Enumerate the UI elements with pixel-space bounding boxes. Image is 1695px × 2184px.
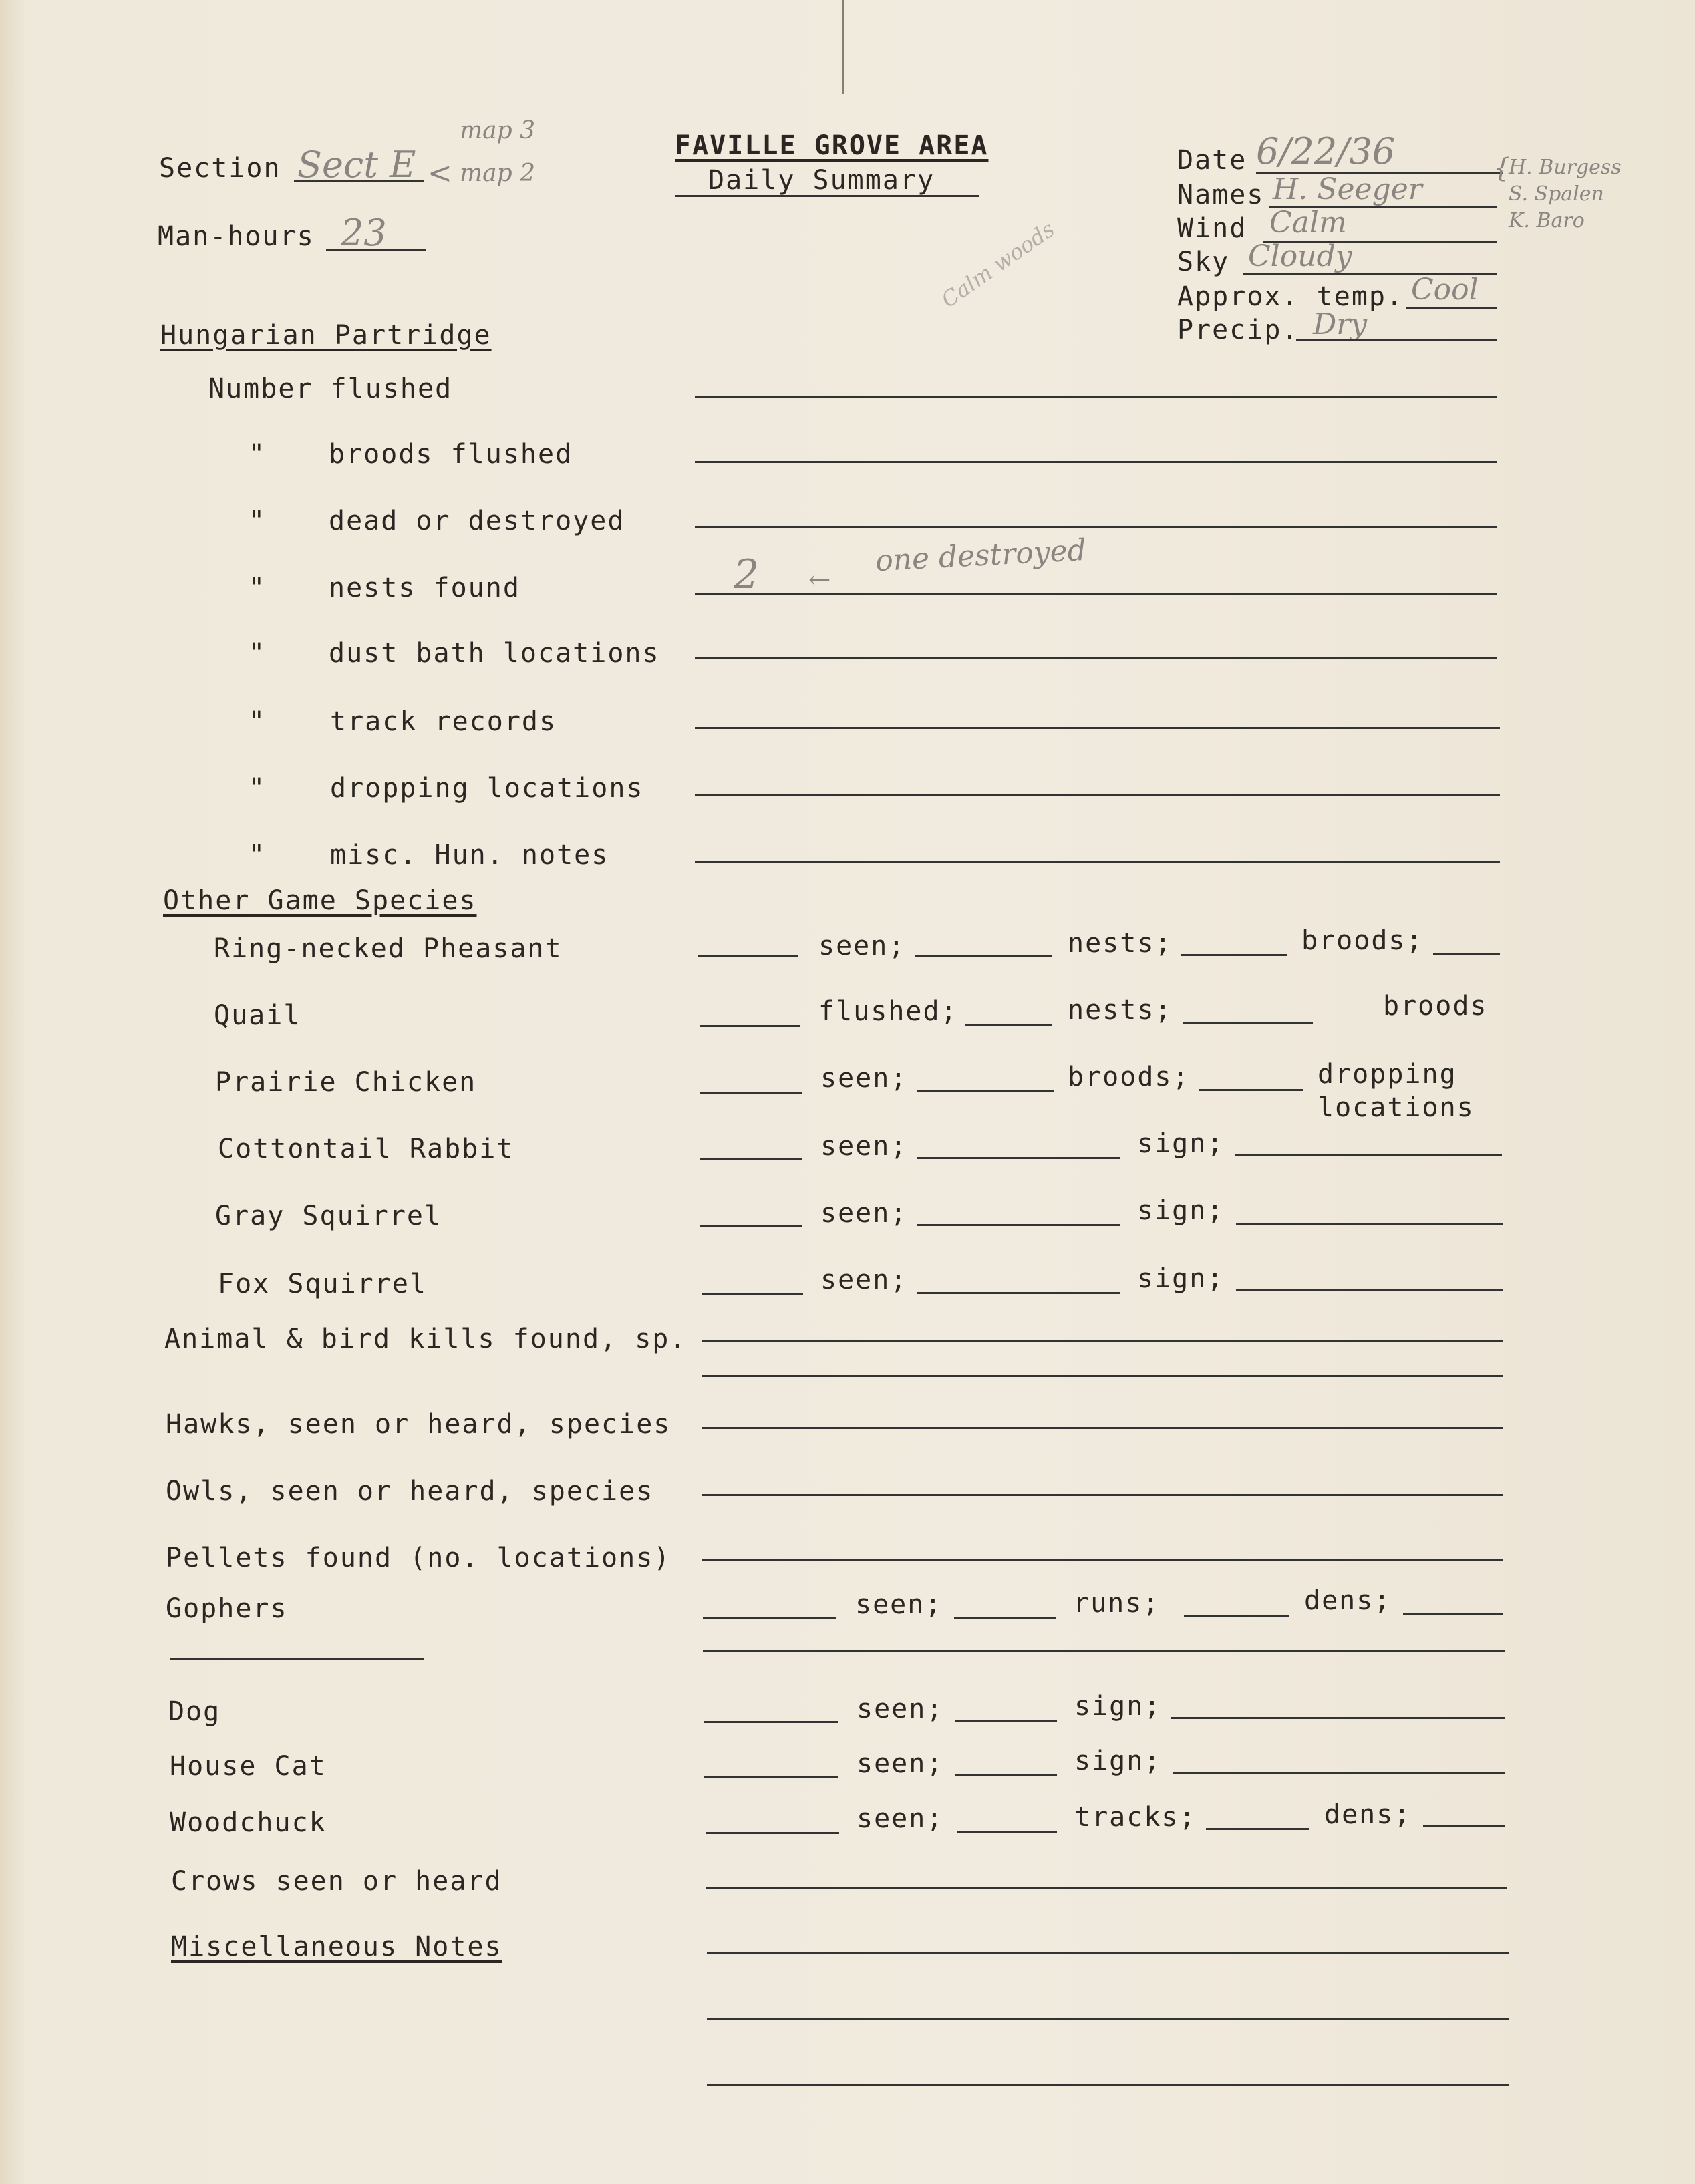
misc-notes-line-2 bbox=[707, 2018, 1509, 2020]
date-label: Date bbox=[1177, 145, 1247, 176]
track-records-label: track records bbox=[330, 706, 557, 737]
names-extra-1: H. Burgess bbox=[1509, 156, 1622, 179]
woodchuck-seen: seen; bbox=[857, 1803, 944, 1834]
woodchuck-dens: dens; bbox=[1324, 1799, 1412, 1830]
names-value: H. Seeger bbox=[1273, 172, 1422, 206]
owls-line bbox=[702, 1494, 1503, 1496]
nests-found-value: 2 bbox=[734, 551, 760, 598]
track-records-line bbox=[695, 727, 1500, 729]
prairie-line-2 bbox=[917, 1090, 1054, 1092]
dog-seen: seen; bbox=[857, 1694, 944, 1724]
ditto-3: " bbox=[249, 573, 267, 603]
other-game-heading: Other Game Species bbox=[163, 885, 477, 916]
number-flushed-label: Number flushed bbox=[208, 373, 453, 404]
broods-flushed-label: broods flushed bbox=[329, 439, 573, 470]
cat-line-3 bbox=[1173, 1772, 1505, 1774]
pellets-label: Pellets found (no. locations) bbox=[166, 1543, 671, 1573]
ditto-7: " bbox=[249, 840, 267, 871]
wind-label: Wind bbox=[1177, 213, 1247, 244]
gray-squirrel-line-1 bbox=[700, 1225, 802, 1227]
owls-label: Owls, seen or heard, species bbox=[166, 1476, 654, 1507]
gray-squirrel-line-2 bbox=[917, 1224, 1120, 1226]
rabbit-seen: seen; bbox=[820, 1131, 908, 1162]
blank-species-line bbox=[170, 1658, 424, 1660]
rabbit-line-3 bbox=[1235, 1154, 1502, 1156]
hawks-line bbox=[702, 1427, 1503, 1429]
fox-squirrel-sign: sign; bbox=[1137, 1263, 1225, 1294]
ditto-5: " bbox=[249, 706, 267, 737]
precip-value: Dry bbox=[1313, 307, 1368, 341]
nests-found-label: nests found bbox=[329, 573, 520, 603]
ditto-6: " bbox=[249, 773, 267, 804]
cat-label: House Cat bbox=[170, 1751, 327, 1782]
pellets-line bbox=[702, 1559, 1503, 1561]
gophers-dens: dens; bbox=[1304, 1585, 1392, 1616]
prairie-seen: seen; bbox=[820, 1063, 908, 1094]
cat-line-1 bbox=[704, 1776, 838, 1778]
crows-line bbox=[706, 1887, 1507, 1889]
paper-crease bbox=[842, 0, 844, 94]
gophers-label: Gophers bbox=[166, 1593, 288, 1624]
pheasant-line-1 bbox=[698, 955, 798, 957]
section-map-2: map 2 bbox=[460, 160, 535, 187]
margin-note: Calm woods bbox=[936, 216, 1060, 313]
quail-line-2 bbox=[965, 1024, 1052, 1026]
names-extra-3: K. Baro bbox=[1509, 209, 1585, 232]
ditto-4: " bbox=[249, 638, 267, 669]
fox-squirrel-line-1 bbox=[702, 1293, 803, 1295]
manhours-label: Man-hours bbox=[158, 221, 315, 252]
names-brace-glyph: { bbox=[1493, 153, 1511, 184]
fox-squirrel-line-3 bbox=[1236, 1289, 1503, 1291]
woodchuck-tracks: tracks; bbox=[1074, 1802, 1197, 1833]
quail-flushed: flushed; bbox=[818, 996, 958, 1027]
kills-line-1 bbox=[702, 1340, 1503, 1342]
hungarian-heading: Hungarian Partridge bbox=[160, 320, 492, 351]
fox-squirrel-label: Fox Squirrel bbox=[218, 1269, 427, 1299]
temp-line bbox=[1406, 307, 1497, 309]
prairie-dropping: dropping bbox=[1318, 1059, 1457, 1090]
gophers-line-4 bbox=[1403, 1613, 1503, 1615]
hawks-label: Hawks, seen or heard, species bbox=[166, 1409, 671, 1440]
date-value: 6/22/36 bbox=[1256, 130, 1396, 172]
section-bracket-glyph: < bbox=[428, 156, 452, 190]
quail-line-3 bbox=[1183, 1022, 1313, 1024]
gophers-extra-line bbox=[703, 1650, 1505, 1652]
names-label: Names bbox=[1177, 180, 1265, 210]
wind-value: Calm bbox=[1269, 206, 1347, 240]
section-map-1: map 3 bbox=[460, 117, 535, 144]
sky-label: Sky bbox=[1177, 247, 1230, 277]
fox-squirrel-seen: seen; bbox=[820, 1265, 908, 1295]
misc-notes-line-3 bbox=[707, 2084, 1509, 2086]
quail-label: Quail bbox=[214, 1000, 301, 1031]
gray-squirrel-label: Gray Squirrel bbox=[215, 1201, 442, 1231]
gray-squirrel-line-3 bbox=[1236, 1223, 1503, 1225]
gophers-runs: runs; bbox=[1073, 1588, 1161, 1619]
quail-line-1 bbox=[700, 1025, 800, 1027]
rabbit-line-1 bbox=[700, 1158, 802, 1160]
dead-destroyed-label: dead or destroyed bbox=[329, 506, 625, 536]
precip-label: Precip. bbox=[1177, 315, 1299, 345]
section-label: Section bbox=[159, 153, 281, 184]
prairie-line-1 bbox=[700, 1092, 802, 1094]
woodchuck-label: Woodchuck bbox=[170, 1807, 327, 1838]
temp-value: Cool bbox=[1411, 273, 1479, 307]
gophers-line-2 bbox=[954, 1617, 1056, 1619]
dog-line-1 bbox=[704, 1721, 838, 1723]
quail-broods: broods bbox=[1383, 991, 1488, 1022]
fox-squirrel-line-2 bbox=[917, 1292, 1120, 1294]
ditto-2: " bbox=[249, 506, 267, 536]
form-title: FAVILLE GROVE AREA bbox=[675, 130, 989, 161]
dust-bath-line bbox=[695, 657, 1497, 659]
number-flushed-line bbox=[695, 396, 1497, 398]
rabbit-label: Cottontail Rabbit bbox=[218, 1134, 514, 1164]
kills-label: Animal & bird kills found, sp. bbox=[164, 1323, 687, 1354]
misc-notes-line-1 bbox=[707, 1952, 1509, 1954]
nests-found-note: one destroyed bbox=[874, 532, 1087, 579]
pheasant-label: Ring-necked Pheasant bbox=[214, 933, 563, 964]
broods-flushed-line bbox=[695, 461, 1497, 463]
dust-bath-label: dust bath locations bbox=[329, 638, 660, 669]
gray-squirrel-sign: sign; bbox=[1137, 1195, 1225, 1226]
prairie-line-3 bbox=[1199, 1089, 1303, 1091]
prairie-locations: locations bbox=[1318, 1092, 1475, 1123]
manhours-value: 23 bbox=[341, 212, 387, 254]
temp-label: Approx. temp. bbox=[1177, 281, 1404, 312]
gophers-line-3 bbox=[1184, 1615, 1289, 1617]
quail-nests: nests; bbox=[1068, 995, 1173, 1026]
dropping-locations-label: dropping locations bbox=[330, 773, 644, 804]
cat-sign: sign; bbox=[1074, 1746, 1162, 1776]
names-extra-2: S. Spalen bbox=[1509, 182, 1604, 206]
section-value: Sect E bbox=[297, 144, 416, 186]
nests-arrow-glyph: ← bbox=[808, 565, 831, 595]
dead-destroyed-line bbox=[695, 526, 1497, 528]
gray-squirrel-seen: seen; bbox=[820, 1198, 908, 1229]
misc-notes-heading: Miscellaneous Notes bbox=[171, 1931, 502, 1962]
dog-line-3 bbox=[1171, 1717, 1505, 1719]
prairie-label: Prairie Chicken bbox=[215, 1067, 477, 1098]
woodchuck-line-2 bbox=[957, 1831, 1057, 1833]
precip-line bbox=[1296, 339, 1497, 341]
sky-value: Cloudy bbox=[1248, 239, 1352, 273]
subtitle-underline bbox=[675, 195, 979, 197]
misc-hun-line bbox=[695, 861, 1500, 863]
form-subtitle: Daily Summary bbox=[708, 165, 935, 196]
crows-label: Crows seen or heard bbox=[171, 1866, 502, 1897]
pheasant-seen: seen; bbox=[818, 931, 906, 961]
pheasant-line-3 bbox=[1181, 954, 1287, 956]
pheasant-line-4 bbox=[1433, 953, 1500, 955]
cat-line-2 bbox=[955, 1774, 1057, 1776]
dog-line-2 bbox=[955, 1720, 1057, 1722]
gophers-seen: seen; bbox=[855, 1589, 943, 1620]
rabbit-sign: sign; bbox=[1137, 1128, 1225, 1159]
pheasant-line-2 bbox=[915, 955, 1052, 957]
rabbit-line-2 bbox=[917, 1157, 1120, 1159]
dog-sign: sign; bbox=[1074, 1691, 1162, 1722]
kills-line-2 bbox=[702, 1375, 1503, 1377]
dropping-locations-line bbox=[695, 794, 1500, 796]
woodchuck-line-3 bbox=[1206, 1828, 1309, 1830]
gophers-line-1 bbox=[703, 1617, 836, 1619]
cat-seen: seen; bbox=[857, 1748, 944, 1779]
misc-hun-label: misc. Hun. notes bbox=[330, 840, 609, 871]
woodchuck-line-1 bbox=[706, 1832, 839, 1834]
pheasant-broods: broods; bbox=[1301, 925, 1424, 956]
prairie-broods: broods; bbox=[1068, 1062, 1190, 1092]
dog-label: Dog bbox=[168, 1696, 221, 1727]
pheasant-nests: nests; bbox=[1068, 928, 1173, 959]
ditto-1: " bbox=[249, 439, 267, 470]
woodchuck-line-4 bbox=[1423, 1825, 1505, 1827]
